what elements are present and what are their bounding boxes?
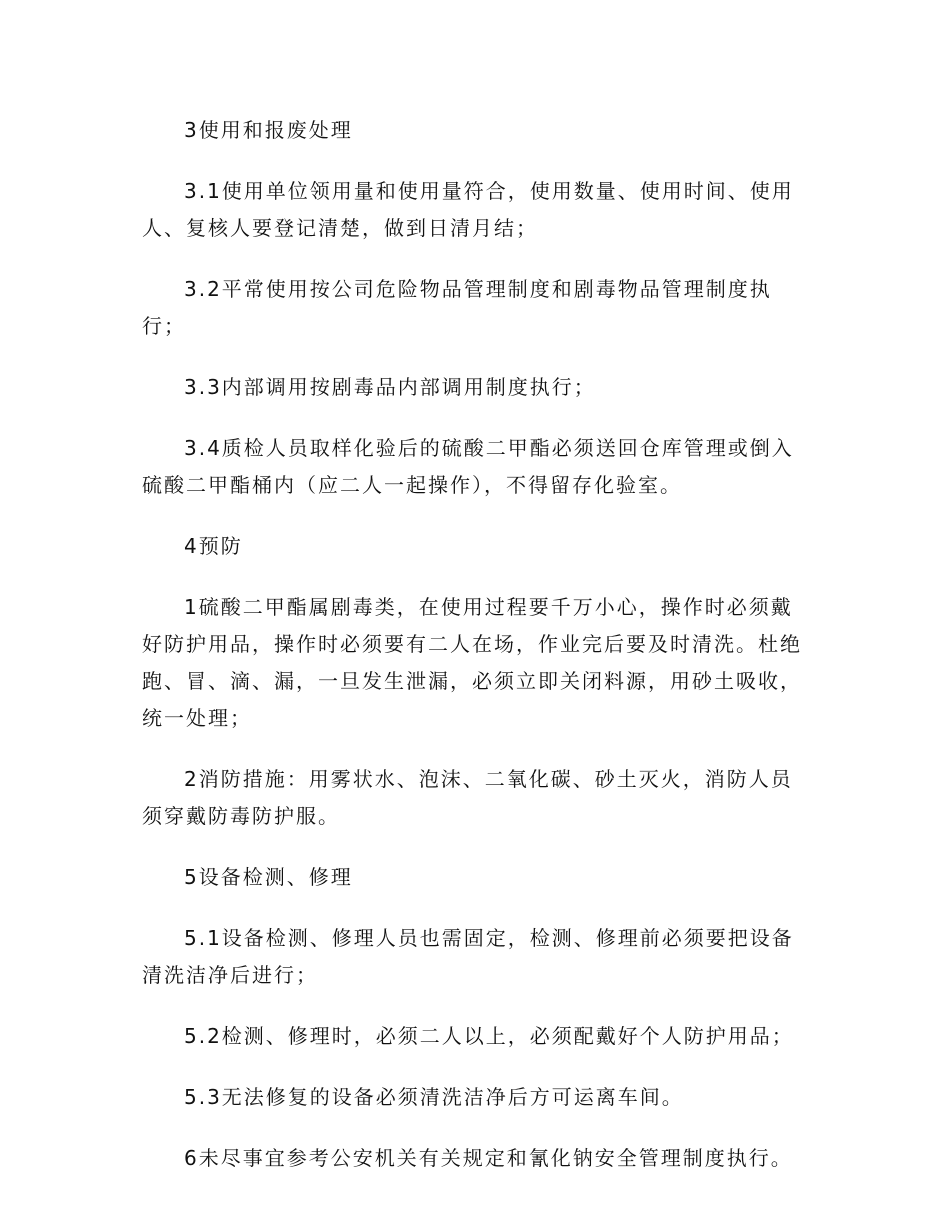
paragraph-3-4: 3.4质检人员取样化验后的硫酸二甲酯必须送回仓库管理或倒入硫酸二甲酯桶内（应二人一起操作），不得留存化验室。	[142, 436, 794, 497]
document-body	[142, 112, 810, 1201]
paragraph-5-1: 5.1设备检测、修理人员也需固定，检测、修理前必须要把设备清洗洁净后进行；	[142, 926, 794, 987]
paragraph-4-2: 2消防措施：用雾状水、泡沫、二氧化碳、砂土灭火，消防人员须穿戴防毒防护服。	[142, 767, 793, 828]
paragraph-5-2: 5.2检测、修理时，必须二人以上，必须配戴好个人防护用品；	[184, 1024, 794, 1048]
paragraph-3-3: 3.3内部调用按剧毒品内部调用制度执行；	[184, 375, 596, 399]
section-heading-4: 4预防	[184, 534, 243, 558]
paragraph-6: 6未尽事宜参考公安机关有关规定和氰化钠安全管理制度执行。	[184, 1146, 793, 1170]
paragraph-4-1: 1硫酸二甲酯属剧毒类，在使用过程要千万小心，操作时必须戴好防护用品，操作时必须要有二人在场，作业完后要及时清洗。杜绝跑、冒、滴、漏，一旦发生泄漏，必须立即关闭料源，用砂土吸收，统一处理；	[142, 595, 802, 730]
paragraph-3-1: 3.1使用单位领用量和使用量符合，使用数量、使用时间、使用人、复核人要登记清楚，做到日清月结；	[142, 179, 794, 240]
paragraph-5-3: 5.3无法修复的设备必须清洗洁净后方可运离车间。	[184, 1085, 684, 1109]
section-heading-5: 5设备检测、修理	[184, 865, 353, 889]
paragraph-3-2: 3.2平常使用按公司危险物品管理制度和剧毒物品管理制度执行；	[142, 277, 772, 338]
section-heading-3: 3使用和报废处理	[184, 118, 353, 142]
